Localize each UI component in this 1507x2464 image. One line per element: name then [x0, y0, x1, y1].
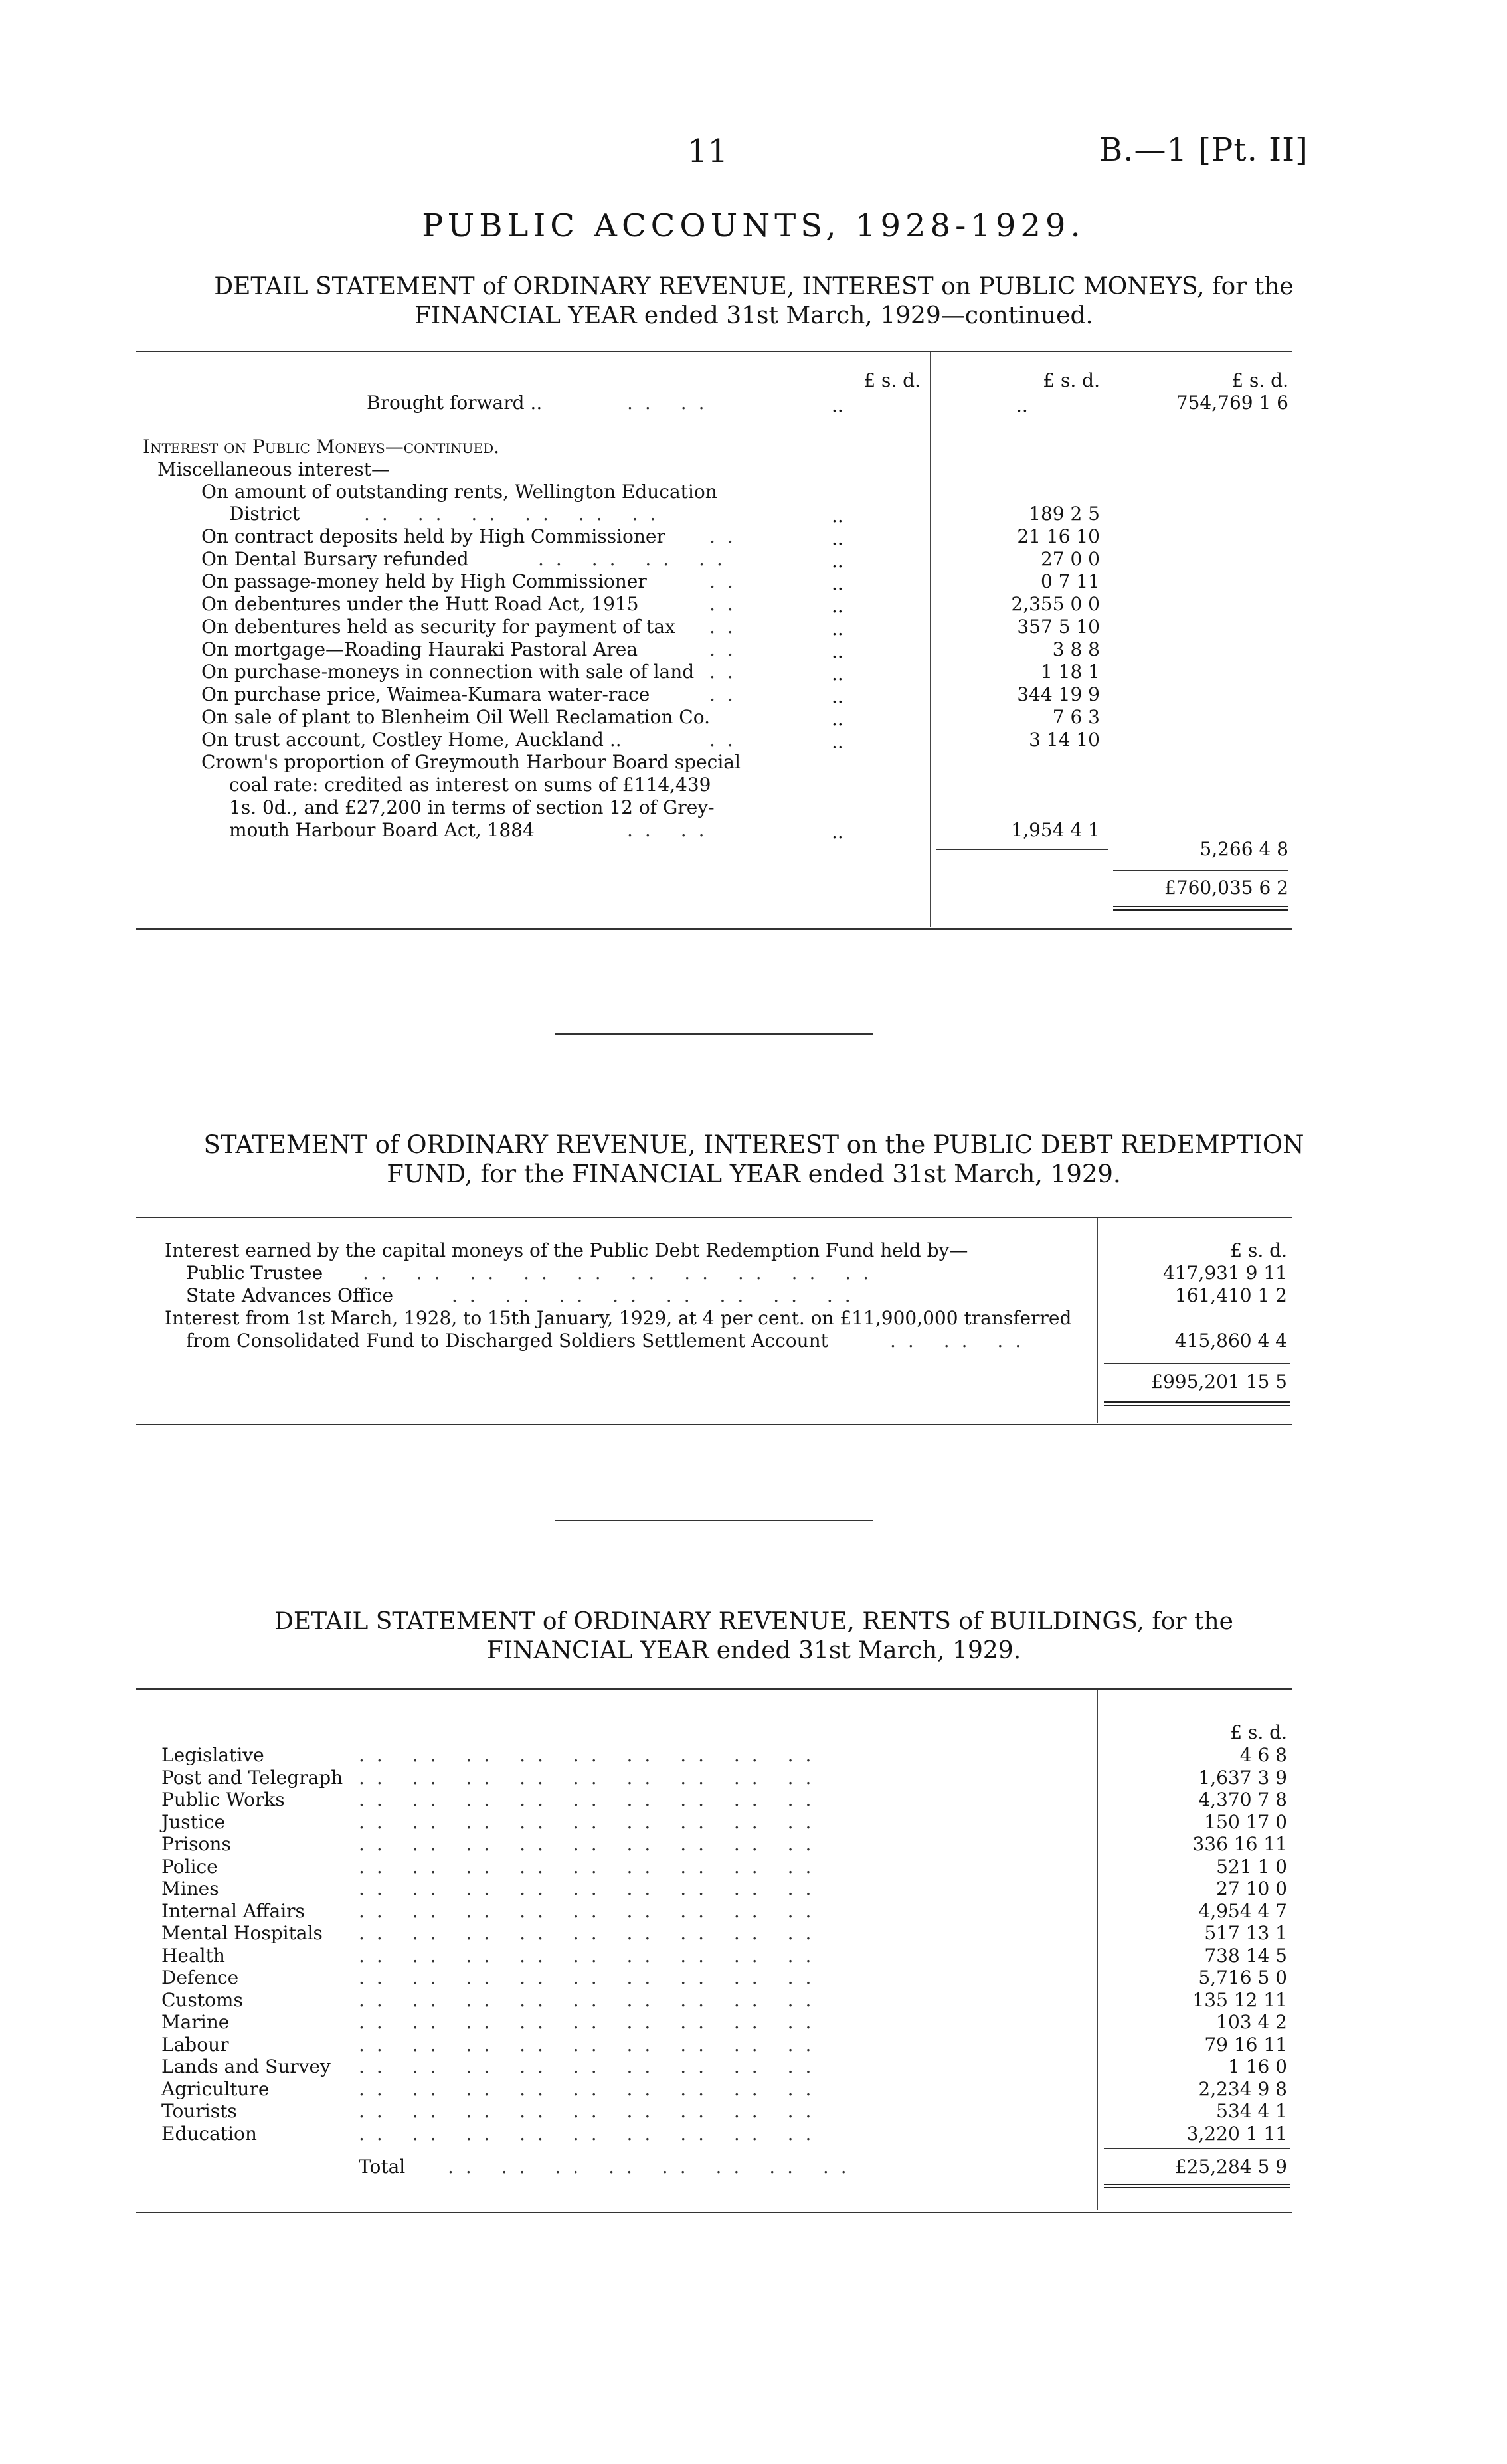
leader-dots: ..	[709, 593, 745, 615]
total-rule	[1113, 870, 1288, 871]
leader-dots: .. .. .. .. .. .. .. .. ..	[359, 1789, 824, 1810]
table-row-label: Labour	[161, 2034, 229, 2056]
leader-dots: ..	[832, 527, 843, 549]
brought-forward-col2: ..	[1016, 395, 1028, 416]
list-item-amount: 1,954 4 1	[1011, 819, 1100, 841]
leader-dots: .. .. .. .. .. .. .. .. ..	[359, 1900, 824, 1922]
total-double-rule	[1113, 906, 1288, 911]
subcategory-label: Miscellaneous interest—	[157, 458, 390, 480]
table-row-label: Marine	[161, 2011, 230, 2033]
section-divider	[555, 1520, 873, 1521]
section1-title-line2: FINANCIAL YEAR ended 31st March, 1929—continued.	[414, 302, 1093, 329]
table-row-label: Internal Affairs	[161, 1900, 305, 1922]
section2-intro: Interest earned by the capital moneys of the Public Debt Redemption Fund held by—	[165, 1239, 968, 1261]
leader-dots: .. .. .. .. .. .. .. .. ..	[359, 2056, 824, 2077]
list-item-amount: 357 5 10	[1017, 616, 1100, 638]
table-row-amount: 534 4 1	[1216, 2100, 1287, 2122]
section3-title-line2: FINANCIAL YEAR ended 31st March, 1929.	[486, 1637, 1021, 1664]
section3-title-line1: DETAIL STATEMENT of ORDINARY REVENUE, RENTS of BUILDINGS, for the	[274, 1608, 1233, 1635]
list-item-amount: 3 14 10	[1029, 729, 1100, 750]
table-row-amount: 521 1 0	[1216, 1856, 1287, 1878]
leader-dots: ..	[832, 685, 843, 707]
list-item-amount: 344 19 9	[1017, 683, 1100, 705]
section3-heading	[133, 1607, 1375, 1666]
total-double-rule	[1104, 1401, 1290, 1406]
list-item-amount: 7 6 3	[1052, 706, 1100, 728]
table-row-amount: 517 13 1	[1204, 1922, 1287, 1944]
leader-dots: ..	[709, 729, 745, 750]
table-row-label: Justice	[161, 1811, 226, 1833]
leader-dots: ..	[709, 571, 745, 592]
leader-dots: .. .. .. .. .. .. .. .. ..	[359, 1833, 824, 1855]
table-row-amount: 2,234 9 8	[1198, 2078, 1287, 2100]
section1-col3-header: £ s. d.	[1231, 369, 1288, 391]
table-row-label: Defence	[161, 1967, 239, 1988]
section1-title-line1: DETAIL STATEMENT of ORDINARY REVENUE, INTEREST on PUBLIC MONEYS, for the	[214, 273, 1294, 300]
brought-forward-amount: 754,769 1 6	[1176, 392, 1288, 414]
transfer-line2: from Consolidated Fund to Discharged Soldiers Settlement Account	[186, 1330, 828, 1352]
leader-dots: .. .. .. .. .. .. .. .. ..	[359, 1945, 824, 1967]
leader-dots: .. .. .. .. .. .. .. .. ..	[359, 2011, 824, 2033]
leader-dots: ..	[832, 640, 843, 662]
table-row-label: Mental Hospitals	[161, 1922, 323, 1944]
leader-dots: ..	[832, 595, 843, 617]
table-row-label: Education	[161, 2123, 257, 2145]
list-item-amount: 2,355 0 0	[1011, 593, 1100, 615]
table-row-amount: 103 4 2	[1216, 2011, 1287, 2033]
section2-total: £995,201 15 5	[1151, 1371, 1287, 1393]
list-item-label: On amount of outstanding rents, Wellington Education	[201, 481, 717, 503]
transfer-amount: 415,860 4 4	[1174, 1330, 1287, 1352]
brought-forward-col1: ..	[832, 395, 843, 416]
table-row-amount: 135 12 11	[1192, 1989, 1287, 2011]
leader-dots: ..	[709, 661, 745, 683]
section2-title-line2: FUND, for the FINANCIAL YEAR ended 31st March, 1929.	[387, 1160, 1121, 1188]
list-item-label: mouth Harbour Board Act, 1884	[229, 819, 535, 841]
table-row-amount: 738 14 5	[1204, 1945, 1287, 1967]
leader-dots: ..	[832, 663, 843, 685]
list-item-label: On Dental Bursary refunded	[201, 548, 469, 570]
list-item-amount: 1 18 1	[1040, 661, 1100, 683]
table-row-label: Legislative	[161, 1744, 264, 1766]
list-item-amount: 21 16 10	[1017, 525, 1100, 547]
leader-dots: .. ..	[627, 819, 717, 841]
leader-dots: ..	[709, 683, 745, 705]
table-row-label: Public Trustee	[186, 1262, 323, 1284]
subtotal-rule	[936, 849, 1108, 850]
table-row-label: Police	[161, 1856, 218, 1878]
table-row-amount: 5,716 5 0	[1198, 1967, 1287, 1988]
table-row-amount: 4,370 7 8	[1198, 1789, 1287, 1810]
total-double-rule	[1104, 2184, 1290, 2188]
table-row-label: Public Works	[161, 1789, 285, 1810]
table-row-label: Health	[161, 1945, 225, 1967]
leader-dots: .. .. .. .. .. .. .. .. ..	[359, 2100, 824, 2122]
leader-dots: .. .. .. .. .. .. .. .. ..	[359, 1878, 824, 1899]
section1-subtotal: 5,266 4 8	[1199, 838, 1288, 860]
list-item-label: Crown's proportion of Greymouth Harbour Board special	[201, 751, 741, 773]
brought-forward-label: Brought forward ..	[367, 392, 543, 414]
transfer-line1: Interest from 1st March, 1928, to 15th January, 1929, at 4 per cent. on £11,900,000 transferred	[165, 1307, 1072, 1329]
table-row-amount: 161,410 1 2	[1174, 1284, 1287, 1306]
list-item-label: District	[229, 503, 300, 525]
leader-dots: ..	[832, 708, 843, 730]
table-row-label: Tourists	[161, 2100, 237, 2122]
leader-dots: .. .. .. .. .. .. .. .. ..	[359, 1967, 824, 1988]
section2-title-line1: STATEMENT of ORDINARY REVENUE, INTEREST on the PUBLIC DEBT REDEMPTION	[203, 1130, 1304, 1159]
list-item-label: On contract deposits held by High Commissioner	[201, 525, 665, 547]
section2-col-header: £ s. d.	[1230, 1239, 1287, 1261]
section3-col-header: £ s. d.	[1230, 1721, 1287, 1743]
list-item-label: coal rate: credited as interest on sums of £114,439	[229, 774, 711, 796]
leader-dots: .. .. .. .. .. ..	[364, 503, 668, 525]
table-row-amount: 417,931 9 11	[1162, 1262, 1287, 1284]
total-rule	[1104, 1363, 1290, 1364]
table-row-amount: 4 6 8	[1239, 1744, 1287, 1766]
list-item-label: On debentures held as security for payment of tax	[201, 616, 675, 638]
table-row-amount: 336 16 11	[1192, 1833, 1287, 1855]
leader-dots: ..	[832, 505, 843, 527]
leader-dots: .. .. .. .. .. .. .. .. ..	[359, 1989, 824, 2011]
list-item-amount: 3 8 8	[1052, 638, 1100, 660]
leader-dots: .. .. ..	[890, 1330, 1033, 1352]
list-item-amount: 27 0 0	[1040, 548, 1100, 570]
leader-dots: .. .. .. .. .. .. .. .. ..	[359, 1922, 824, 1944]
table-row-label: Prisons	[161, 1833, 231, 1855]
section3-total: £25,284 5 9	[1174, 2156, 1287, 2178]
section1-col2-header: £ s. d.	[1043, 369, 1100, 391]
leader-dots: .. .. .. .. .. .. .. .. ..	[359, 1856, 824, 1878]
total-label: Total	[359, 2156, 406, 2178]
table-row-amount: 3,220 1 11	[1186, 2123, 1287, 2145]
section1-col-divider	[930, 352, 931, 927]
leader-dots: .. .. .. .. .. .. .. .. ..	[359, 1811, 824, 1833]
leader-dots: ..	[709, 638, 745, 660]
table-row-label: State Advances Office	[186, 1284, 394, 1306]
table-row-label: Agriculture	[161, 2078, 270, 2100]
list-item-label: On sale of plant to Blenheim Oil Well Reclamation Co.	[201, 706, 710, 728]
table-row-amount: 79 16 11	[1204, 2034, 1287, 2056]
leader-dots: .. .. .. .. .. .. .. ..	[448, 2156, 859, 2178]
list-item-amount: 0 7 11	[1040, 571, 1100, 592]
main-title: PUBLIC ACCOUNTS, 1928-1929.	[422, 207, 1085, 244]
section-divider	[555, 1033, 873, 1035]
leader-dots: .. .. .. .. .. .. .. .. ..	[359, 2078, 824, 2100]
document-reference: B.—1 [Pt. II]	[1099, 132, 1308, 169]
leader-dots: .. .. .. .. .. .. .. .. ..	[359, 2123, 824, 2145]
table-row-amount: 150 17 0	[1204, 1811, 1287, 1833]
list-item-label: On passage-money held by High Commissioner	[201, 571, 647, 592]
category-label: Interest on Public Moneys—continued.	[143, 436, 500, 458]
list-item-label: 1s. 0d., and £27,200 in terms of section 12 of Grey-	[229, 796, 715, 818]
list-item-label: On debentures under the Hutt Road Act, 1915	[201, 593, 639, 615]
leader-dots: ..	[832, 821, 843, 843]
list-item-label: On mortgage—Roading Hauraki Pastoral Area	[201, 638, 638, 660]
list-item-label: On trust account, Costley Home, Auckland ..	[201, 729, 622, 750]
table-row-amount: 1,637 3 9	[1198, 1767, 1287, 1789]
section1-total: £760,035 6 2	[1164, 877, 1288, 899]
section1-heading	[133, 272, 1375, 331]
total-rule	[1104, 2148, 1290, 2149]
table-row-label: Post and Telegraph	[161, 1767, 343, 1789]
leader-dots: ..	[832, 731, 843, 752]
leader-dots: ..	[709, 616, 745, 638]
section2-col-divider	[1097, 1218, 1098, 1423]
list-item-amount: 189 2 5	[1029, 503, 1100, 525]
section1-col1-header: £ s. d.	[863, 369, 921, 391]
leader-dots: .. .. .. .. .. .. .. .. .. ..	[363, 1262, 881, 1284]
leader-dots: ..	[832, 550, 843, 572]
leader-dots: .. .. .. ..	[538, 548, 735, 570]
table-row-label: Lands and Survey	[161, 2056, 331, 2077]
table-row-amount: 1 16 0	[1227, 2056, 1287, 2077]
leader-dots: ..	[709, 525, 745, 547]
list-item-label: On purchase-moneys in connection with sale of land	[201, 661, 695, 683]
table-row-label: Mines	[161, 1878, 219, 1899]
table-row-label: Customs	[161, 1989, 243, 2011]
leader-dots: .. .. .. .. .. .. .. .. ..	[359, 1767, 824, 1789]
leader-dots: .. .. .. .. .. .. .. .. ..	[359, 1744, 824, 1766]
section3-col-divider	[1097, 1690, 1098, 2210]
section2-heading	[133, 1130, 1375, 1189]
leader-dots: .. .. .. .. .. .. .. ..	[452, 1284, 863, 1306]
list-item-label: On purchase price, Waimea-Kumara water-race	[201, 683, 650, 705]
table-row-amount: 4,954 4 7	[1198, 1900, 1287, 1922]
leader-dots: ..	[832, 618, 843, 640]
leader-dots: .. ..	[627, 392, 717, 414]
page-number: 11	[687, 133, 729, 170]
table-row-amount: 27 10 0	[1216, 1878, 1287, 1899]
leader-dots: .. .. .. .. .. .. .. .. ..	[359, 2034, 824, 2056]
leader-dots: ..	[832, 572, 843, 594]
